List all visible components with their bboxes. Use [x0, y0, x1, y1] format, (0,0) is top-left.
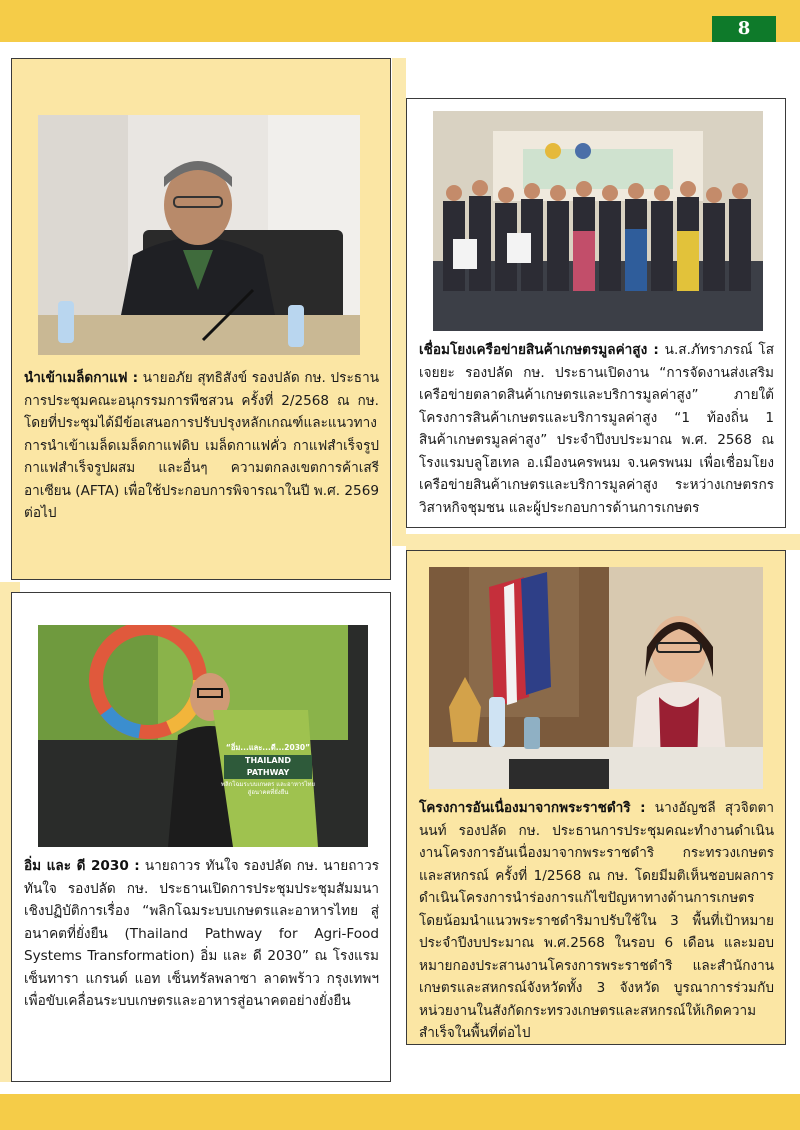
photo-seminar-speaker: [38, 625, 368, 847]
header-band: [0, 0, 800, 42]
article-high-value-network: [406, 98, 786, 528]
decor-block-right-mid: [406, 534, 800, 550]
footer-band: [0, 1094, 800, 1130]
article-royal-project: [406, 550, 786, 1045]
banner-line2: THAILAND PATHWAY: [224, 755, 312, 779]
banner-line1: “อิ่ม...และ...ดี...2030”: [225, 743, 311, 752]
article-coffee-import: [11, 58, 391, 580]
royal-project-caption: [419, 797, 774, 1045]
royal-project-body: นางอัญชลี สุวจิตตานนท์ รองปลัด กษ. ประธานการประชุมคณะทำงานดำเนินงานโครงการอันเนื่องมาจากพระราชดำริ กระทรวงเกษตรและสหกรณ์ ครั้งที่ 1/2568 ณ กษ. โดยมีมติเห็นชอบผลการดำเนินโครงการนำร่องการแก้ไขปัญหาทางด้านการเกษตรโดยน้อมนำแนวพระราชดำริมาปรับใช้ใน 3 พื้นที่เป้าหมาย ประจำปีงบประมาณ พ.ศ.2568 ในรอบ 6 เดือน และมอบหมายกองประสานงานโครงการพระราชดำริ และสำนักงานเกษตรและสหกรณ์จังหวัดทั้ง 3 จังหวัด บูรณาการร่วมกับหน่วยงานในสังกัดกระทรวงเกษตรและสหกรณ์ให้เกิดความสำเร็จในพื้นที่ต่อไป: [419, 800, 775, 1041]
article-im-lae-dee-2030: [11, 592, 391, 1082]
coffee-caption: [24, 367, 379, 525]
meeting-photo-graphic: [38, 115, 360, 355]
photo-network-group: [433, 111, 763, 331]
decor-block-right-top: [392, 58, 406, 546]
photo-coffee-meeting: [38, 115, 360, 355]
network-caption: [419, 339, 774, 519]
network-body: น.ส.ภัทราภรณ์ โสเจยยะ รองปลัด กษ. ประธานเปิดงาน “การจัดงานส่งเสริมเครือข่ายตลาดสินค้าเกษตรและบริการมูลค่าสูง” ภายใต้โครงการสินค้าเกษตรและบริการมูลค่าสูง “1 ท้องถิ่น 1 สินค้าเกษตรมูลค่าสูง” ประจำปีงบประมาณ พ.ศ. 2568 ณ โรงแรมบลูโฮเทล อ.เมืองนครพนม จ.นครพนม เพื่อเชื่อมโยงเครือข่ายสินค้าเกษตรและบริการมูลค่าสูง ระหว่างเกษตรกร วิสาหกิจชุมชน และผู้ประกอบการด้านการเกษตร: [419, 342, 774, 516]
network-title: เชื่อมโยงเครือข่ายสินค้าเกษตรมูลค่าสูง :: [419, 342, 659, 358]
im-lae-dee-title: อิ่ม และ ดี 2030 :: [24, 858, 140, 874]
im-lae-dee-body: นายถาวร ทันใจ รองปลัด กษ. นายถาวร ทันใจ รองปลัด กษ. ประธานเปิดการประชุมประชุมสัมมนาเชิงปฏิบัติการเรื่อง “พลิกโฉมระบบเกษตรและอาหารไทย สู่อนาคตที่ยั่งยืน (Thailand Pathway for Agri-Food Systems Transformation) อิ่ม และ ดี 2030” ณ โรงแรมเซ็นทารา แกรนด์ แอท เซ็นทรัลพลาซา ลาดพร้าว กรุงเทพฯ เพื่อขับเคลื่อนระบบเกษตรและอาหารสู่อนาคตอย่างยั่งยืน: [24, 858, 379, 1009]
coffee-title: นำเข้าเมล็ดกาแฟ :: [24, 370, 139, 386]
group-photo-graphic: [433, 111, 763, 331]
page-number: 8: [712, 16, 776, 42]
podium-banner: [220, 743, 316, 797]
photo-royal-project-meeting: [429, 567, 763, 789]
seminar-photo-graphic: [38, 625, 368, 847]
im-lae-dee-caption: [24, 855, 379, 1013]
coffee-body: นายอภัย สุทธิสังข์ รองปลัด กษ. ประธานการประชุมคณะอนุกรรมการพืชสวน ครั้งที่ 2/2568 ณ กษ. โดยที่ประชุมได้มีข้อเสนอการปรับปรุงหลักเกณฑ์และแนวทางการนำเข้าเมล็ดเมล็ดกาแฟดิบ เมล็ดกาแฟคั่ว กาแฟสำเร็จรูป กาแฟสำเร็จรูปผสม และอื่นๆ ความตกลงเขตการค้าเสรีอาเซียน (AFTA) เพื่อใช้ประกอบการพิจารณาในปี พ.ศ. 2569 ต่อไป: [24, 370, 379, 521]
royal-meeting-photo-graphic: [429, 567, 763, 789]
banner-line3: พลิกโฉมระบบเกษตร และอาหารไทย สู่อนาคตที่ยั่งยืน: [220, 781, 316, 796]
royal-project-title: โครงการอันเนื่องมาจากพระราชดำริ :: [419, 800, 646, 816]
